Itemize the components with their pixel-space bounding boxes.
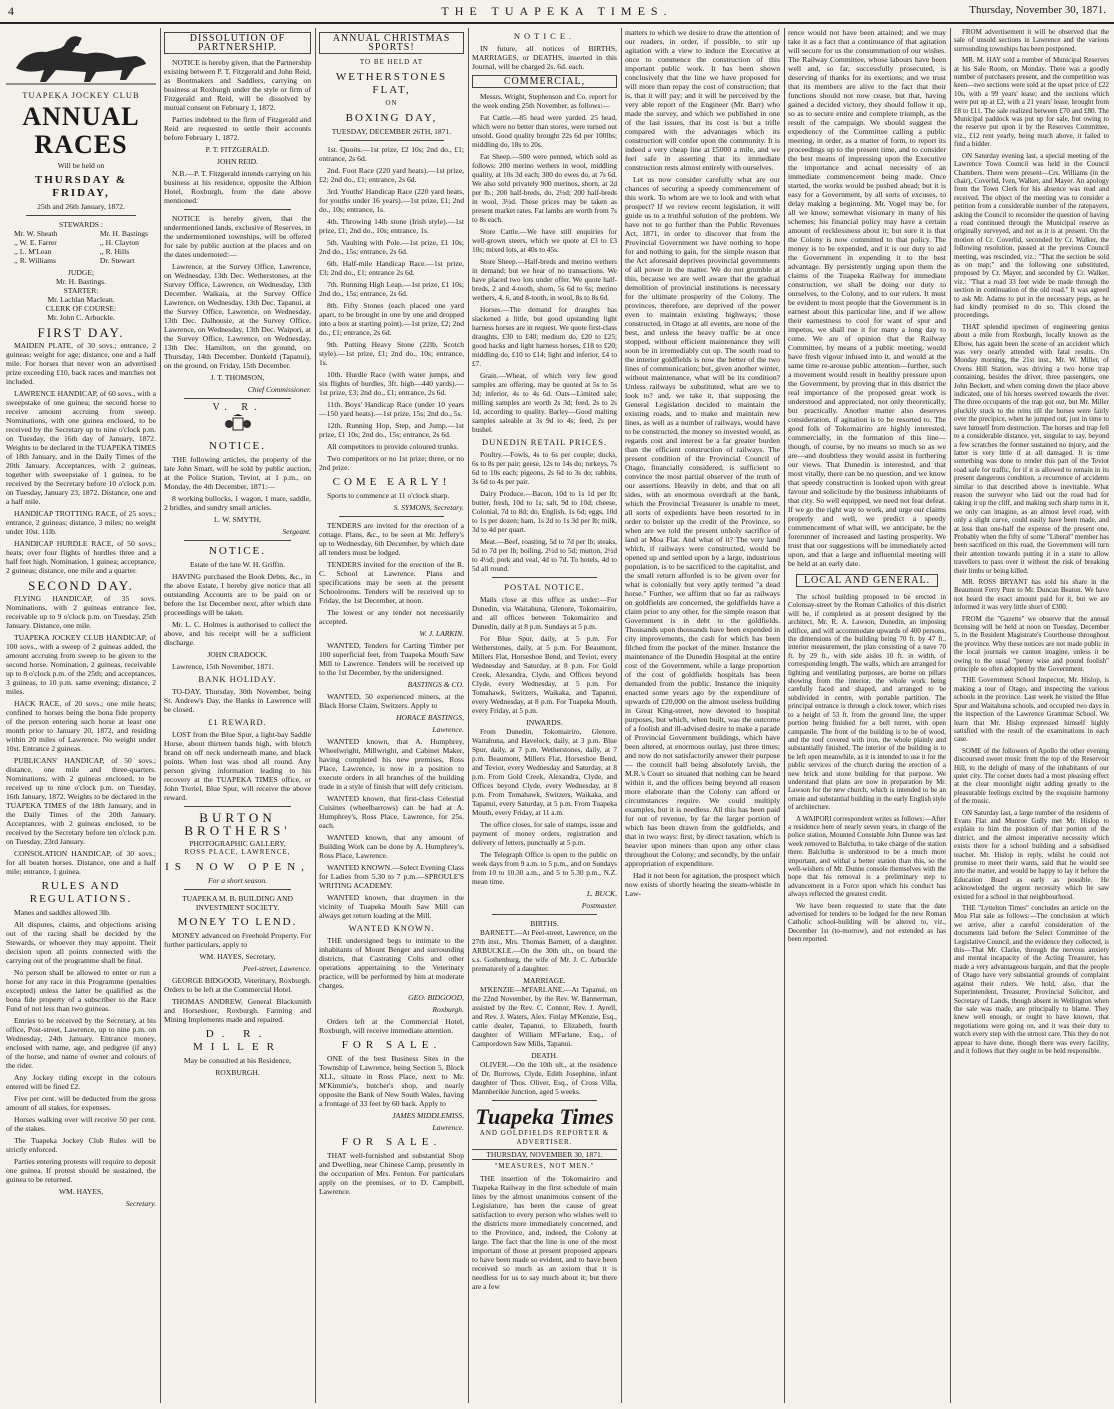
local-item: THE Government School Inspector, Mr. Hislop, is making a tour of Otago, and inspecting the various schools in the province. Last week he visited the Blue Spur and Waitahuna schools, and occupied two days in the inspection of the Lawrence Grammar School. We learn that Mr. Hislop expressed himself highly satisfied with the result of the examinations in each case.	[954, 676, 1109, 744]
signature: JOHN CRADOCK.	[207, 650, 268, 659]
banner-subtitle: AND GOLDFIELDS REPORTER & ADVERTISER.	[479, 1129, 610, 1146]
marriage-text: M'KENZIE—M'FARLANE.—At Tapanui, on the 22nd November, by the Rev. W. Bannerman, assisted by the Rev. C. Connor, Rev. J. Ayrell, and Rev. J. Waters, Alex. Finlay M'Kenzie, Esq., cattle dealer, Tapanui, to Elizabeth, fourth daughter of William M'Farlane, Esq., of Campordown Saw Mills, Tapanui.	[472, 985, 617, 1048]
divider	[26, 215, 136, 216]
signature-address: Peel-street, Lawrence.	[243, 964, 311, 973]
race-item: HANDICAP HURDLE RACE, of 50 sovs.; heats; over four flights of hurdles three and a half feet high. Nomination, 1 guinea; acceptance, 2 guineas; distance, one mile and a quarter.	[6, 539, 156, 575]
first-day-heading: FIRST DAY.	[37, 325, 125, 340]
issue-date: Thursday, November 30, 1871.	[969, 4, 1106, 16]
sports-note: All competitors to provide coloured trunks.	[327, 442, 459, 451]
local-item: MR. ROSS BRYANT has sold his share in the Beaumont Ferry Punt to Mr. Duncan Beaton. We have not heard the exact amount paid for it, but we are informed it was very little short of £300.	[954, 578, 1109, 612]
local-item: ON Saturday evening last, a special meeting of the Lawrence Town Council was held in the Council Chambers. There were present—Crs. Williams (in the chair), Coverlid, Iven, Walker, and Mayer. An apology from the Town Clerk for his absence was read and received. The object of the meeting was to consider a petition from a considerable number of the ratepayers, asking the Council to reconsider the question of having a road continued through the Municipal reserve as originally surveyed, and not as it is at present. On the motion of Cr. Coverlid, seconded by Cr. Walker, the following resolution, passed at the previous Council meeting, was rescinded, viz.: "That the section be sold as on map;" and the following one substituted, proposed by Cr. Mayer, and seconded by Cr. Walker, viz.: "That a road 33 feet wide be made through the section in continuation of the old road." It was agreed to ask Mr. Adams to put in the necessary pegs, as he had kindly promised to do so. This closed the proceedings.	[954, 151, 1109, 320]
event-item: 9th. Putting Heavy Stone (22lb, Scotch style).—1st prize, £1; 2nd do., 10s; entrance, 1s.	[319, 340, 464, 367]
signature: JAMES MIDDLEMISS,	[392, 1111, 464, 1120]
steward: Dr. Stewart	[99, 256, 135, 265]
judge: Mr. H. Bastings.	[56, 277, 106, 286]
column-divider	[621, 28, 622, 1403]
leader-text: rence would not have been attained; and we may take it as a fact that a continuance of that agitation will secure for us the consummation of our wishes. The Railway Committee, whose labours have been well and, so far, successfully prosecuted, is deserving of thanks for its exertions; and we trust that its members are alive to the fact that their functions should not now cease, but that, having gained a decided victory, they should follow it up, so as to secure entire and complete triumph, as the result of the campaign. We should suggest the expediency of the Committee calling a public meeting, in order, as a matter of form, to report its proceedings up to the present time, and to consider the best means of impressing upon the Executive the importance and actual necessity of an immediate commencement being made. Once started, the works would be pushed ahead; but it is easy for a Government, by all sorts of excuses, to delay making a beginning. Mr. Vogel may be, for all we know, somewhat visionary in many of his schemes; his financial policy may have a certain amount of recklessness about it; but sure it is that the Colony is now committed to that policy. The money is to be expended, and it is our duty to aid the Government in expending it to the best advantage. By persistently urging upon them the claims of the Tuapeka Railway for immediate construction, we shall be doing our duty to ourselves, to the Colony, and to our rulers. It must be evident to most people that the Government is in earnest about this particular line, and if we allow their earnestness to cool for want of spur and impetus, we shall rue it for many a long day to come. We are of opinion that the Railway Committee, by means of a public meeting, would have fresh vigour infused into it, and would at the same time re-arouse public attention—further, such a movement would result in healthy pressure upon the Government, by proving that in this district the real importance of the proposed great work is understood and appreciated, not only theoretically, but practically. Another matter also deserves consideration, if agitation is to be resorted to. The good folk of Tokomairiro are highly interested, commercially, in the formation of this line—though, of course, by no means so much so as we are—and doubtless they would assist in furthering our views. That Dunedin is interested, and that most vitally, there can be no question, and we know that speedy construction is looked upon with great favour and solicitude by the business inhabitants of that city. So well equipped, we need not fear defeat. If we go the right way to work, and urge our claims properly and well, we predict a speedy commencement of what will, we anticipate, be the forerunner of increased and lasting prosperity. We trust that our suggestions will be immediately acted upon, and that a large and influential meeting will be held at an early date.	[788, 28, 946, 568]
burton-brothers: BURTON BROTHERS'	[184, 810, 291, 838]
commercial-text: Grain.—Wheat, of which very few good samples are offering, may be quoted at 5s to 5s 3d; inferior, 4s to 4s 6d. Oats—Limited sale; milling samples are worth 2s 3d; feed, 2s to 2s 1d, according to quality. Barley—Good malting samples saleable at 3s 9d to 4s; feed, 2s per bushel.	[472, 371, 617, 434]
commercial-text: Store Sheep.—Half-breds and merino wethers in demand; but we hear of no transactions. We have placed two lots under offer. We quote half-breds, 2 and 4-tooth, shorn, 5s 6d to 6s; merino wethers, 4, 6, and 8-tooth, in wool, 8s to 8s 6d.	[472, 257, 617, 302]
doctor-text: May be consulted at his Residence,	[183, 1056, 292, 1065]
leader-text: Had it not been for agitation, the prospect which now exists of shortly hearing the steam-whistle in Law-	[625, 871, 780, 898]
wanted-advert: THE undersigned begs to intimate to the inhabitants of Mount Benger and surrounding districts, that Castrating Colts and other operations appertaining to the Veterinary practice, will be performed by him at moderate charges.	[319, 936, 464, 990]
clerk: Mr. John C. Arbuckle.	[47, 313, 115, 322]
race-item: TUAPEKA JOCKEY CLUB HANDICAP, of 100 sovs., with a sweep of 2 guineas added, the amount accruing from sweep to be given to the second horse. Nomination, 2 guineas, receivable up to 8 o'clock p.m. of the 25th; and acceptances, 3 guineas, to 10 p.m. same evening; distance, 2 miles.	[6, 633, 156, 696]
event-item: 8th. Fifty Stones (each placed one yard apart, to be brought in one by one and dropped into a box at starting point).—1st prize, £2; 2nd do., £1; entrance, 2s 6d.	[319, 301, 464, 337]
rule-item: No person shall be allowed to enter or run a horse for any race in this Programme (penalties excepted) unless the latter be qualified as the bona fide property of a subscriber to the Race Fund of not less than two guineas.	[6, 968, 156, 1013]
steward: Mr. H. Bastings	[99, 229, 148, 238]
masthead	[0, 0, 1114, 20]
stewards-list	[6, 229, 156, 265]
column-6	[788, 28, 946, 1403]
wanted-advert: WANTED, Tenders for Carting Timber per 100 superficial feet, from Tuapeka Mouth Saw Mill to Lawrence. Tenders will be received up to the 1st December, by the undersigned.	[319, 641, 464, 677]
signature: Lawrence.	[432, 1123, 464, 1132]
steward: ,, W. E. Farrer	[14, 238, 57, 247]
tender-advert: The lowest or any tender not necessarily accepted.	[319, 608, 464, 626]
births-text: BARNETT.—At Peel-street, Lawrence, on the 27th inst., Mrs. Thomas Barnett, of a daughter. ARBUCKLE.—On the 30th ult., on board the s.s. Gothenburg, the wife of Mr. J. C. Arbuckle prematurely of a daughter.	[472, 928, 617, 973]
retail-text: Dairy Produce.—Bacon, 10d to 1s 1d per lb; butter, fresh, 10d to 1s; salt, 9d to 10d; cheese, Colonial, 7d to 8d; do, English, 1s 6d; eggs, 10d to 1s per dozen; ham, 1s 2d to 1s 3d per lb; milk, 3d to 4d per quart.	[472, 489, 617, 534]
short-season: For a short season.	[207, 876, 268, 885]
column-3	[319, 28, 464, 1403]
local-item: FROM the "Gazette" we observe that the annual licensing will be held at noon on Tuesday, December 5, in the Resident Magistrate's Courthouse throughout the province. Why these notices are not made public in the local journals we cannot imagine, unless it be owing to the usual "penny wise and pound foolish" principle so often adopted by the Government.	[954, 614, 1109, 674]
retail-text: Poultry.—Fowls, 4s to 6s per couple; ducks, 6s to 8s per pair; geese, 12s to 14s do; turkeys, 7s 6d to 10s each; pigeons, 2s 6d to 3s do; rabbits, 3s 6d to 4s per pair.	[472, 450, 617, 486]
signature: W. J. LARKIN.	[419, 629, 464, 638]
now-open: IS NOW OPEN,	[165, 861, 310, 873]
divider	[184, 540, 291, 541]
notice-text: THE following articles, the property of the late John Smart, will be sold by public auction, at the Police Station, Teviot, at 1 p.m., on Monday, the 4th December, 1871:—	[164, 455, 311, 491]
rule-item: All disputes, claims, and objections arising out of the racing shall be decided by the Stewards, or whoever they may appoint. Their decision upon all points connected with the carrying out of the programme shall be final.	[6, 920, 156, 965]
rule-item: The Tuapeka Jockey Club Rules will be strictly enforced.	[6, 1136, 156, 1154]
race-item: CONSOLATION HANDICAP, of 30 sovs.; for all beaten horses. Distance, one and a half mile; entrance, 1 guinea.	[6, 849, 156, 876]
marriage-heading: MARRIAGE.	[523, 976, 566, 985]
commercial-heading: COMMERCIAL,	[472, 75, 617, 88]
wanted-advert: Orders left at the Commercial Hotel, Roxburgh, will receive immediate attention.	[319, 1017, 464, 1035]
inwards-heading: INWARDS.	[526, 718, 563, 727]
divider	[184, 398, 291, 399]
event-item: 2nd. Foot Race (220 yard heats).—1st prize, £2; 2nd do., £1; entrance, 2s 6d.	[319, 166, 464, 184]
estate-subtitle: Estate of the late W. H. Griffin.	[190, 560, 285, 569]
bank-holiday-heading: BANK HOLIDAY.	[198, 674, 277, 684]
money-text: MONEY advanced on Freehold Property. For further particulars, apply to	[164, 931, 311, 949]
retail-heading: DUNEDIN RETAIL PRICES.	[481, 437, 608, 447]
judge-heading: JUDGE;	[67, 268, 95, 277]
reward-heading: £1 REWARD.	[208, 717, 267, 727]
event-item: 6th. Half-mile Handicap Race.—1st prize, £3; 2nd do., £1; entrance 2s 6d.	[319, 259, 464, 277]
rule-item: Five per cent. will be deducted from the gross amount of all stakes, for expenses.	[6, 1094, 156, 1112]
starter: Mr. Lachlan Maclean.	[47, 295, 115, 304]
race-item: HACK RACE, of 20 sovs.; one mile heats; confined to horses being the bona fide property of the person entering such horse at least one month prior to January 20, 1872, and residing within 20 miles of Lawrence. No weight under 10st. Entrance 2 guineas.	[6, 699, 156, 753]
come-early: COME EARLY!	[332, 476, 451, 488]
page-number: 4	[8, 4, 17, 18]
signature: Roxburgh.	[432, 1005, 464, 1014]
event-item: 4th. Throwing 14lb stone (Irish style).—1st prize, £1; 2nd do., 10s; entrance, 1s.	[319, 217, 464, 235]
local-item: A WAIPORI correspondent writes as follows:—After a residence here of nearly seven years, in charge of the police station, Mounted Constable John Dunne was last week removed to Balclutha, to take charge of the station there. Balclutha is understood to be a much more important, and withal a better station than this, so the well-wishers of Mr. Dunne console themselves with the hope that his removal is a preliminary step to advancement in a Force upon which his conduct has always reflected the greatest credit.	[788, 814, 946, 899]
sports-start: Sports to commence at 11 o'clock sharp.	[327, 491, 450, 500]
signature: WM. HAYES, Secretary,	[199, 952, 276, 961]
postal-text: The Telegraph Office is open to the public on week days from 9 a.m. to 5 p.m., and on Sundays from 10 to 10.30 a.m., and 5 to 5.30 p.m., N.Z. mean time.	[472, 850, 617, 886]
divider	[492, 577, 597, 578]
estate-text: Mr. L. C. Holmes is authorised to collect the above, and his receipt will be a sufficient discharge.	[164, 620, 311, 647]
column-4	[472, 28, 617, 1403]
sports-date: TUESDAY, DECEMBER 26TH, 1871.	[331, 127, 452, 136]
top-rule	[0, 22, 1114, 24]
steward: ,, L. M'Lean	[14, 247, 52, 256]
rules-heading: RULES AND REGULATIONS.	[29, 880, 133, 905]
motto: "MEASURES, NOT MEN."	[494, 1162, 595, 1170]
divider	[184, 889, 291, 890]
postal-text: From Dunedin, Tokomairiro, Glenore, Waitahuna, and Havelock, daily, at 3 p.m. Blue Spur, daily, at 7 p.m. Wetherstones, daily, at 7 p.m. Beaumont, Millers Flat, Horseshoe Bend, and Teviot, every Wednesday and Saturday, at 8 p.m. From Gold Creek, Alexandra, Clyde, and Offices beyond Clyde, every Wednesday, at 8 p.m. From Tomahawk, Switzers, Waikaka, and Tapanui, every Saturday, at 5 p.m. From Tuapeka Mouth, every Friday, at 11 a.m.	[472, 727, 617, 817]
rule-item: Horses walking over will receive 50 per cent. of the stakes.	[6, 1115, 156, 1133]
race-days: THURSDAY & FRIDAY,	[34, 174, 128, 199]
notice-heading: NOTICE.	[208, 545, 267, 557]
building-society: TUAPEKA M. B. BUILDING AND INVESTMENT SOCIETY.	[182, 894, 293, 912]
postal-text: Mails close at this office as under:—For Dunedin, via Waitahuna, Glenore, Tokomairiro, and all offices between Tokomairiro and Dunedin, daily at 8 p.m. Sundays at 5 p.m.	[472, 595, 617, 631]
retail-text: Meat.—Beef, roasting, 5d to 7d per lb; steaks, 5d to 7d per lb; boiling, 2½d to 5d; mutton, 2½d to 4½d; pork and veal, 4d to 7d. To hotels, 4d to 5d all round.	[472, 537, 617, 573]
divider	[184, 209, 291, 210]
commercial-text: Horses.—The demand for draughts has slackened a little, but good upstanding light harness horses are in request. We quote first-class draughts, £30 to £40; medium do, £20 to £25; good hacks and light harness horses, £18 to £20; middling do, £10 to £14; light and inferior, £4 to £7.	[472, 305, 617, 368]
signature: HORACE BASTINGS,	[396, 713, 464, 722]
divider	[492, 914, 597, 915]
royal-crest-icon	[224, 414, 252, 436]
rule-item: Parties entering protests will require to deposit one guinea. If protest should be sustained, the guinea to be returned.	[6, 1157, 156, 1184]
event-item: 11th. Boys' Handicap Race (under 10 years—150 yard heats).—1st prize, 15s; 2nd do., 5s.	[319, 400, 464, 418]
local-item: THE "Lyttelton Times" concludes an article on the Moa Flat sale as follows:—The conclusion at which we arrive, after a careful consideration of the documents laid before the Select Committee of the Legislative Council, and the evidence they collected, is this—That Mr. Clarke, through the nervous anxiety and mental incapacity of the Acting Treasurer, has made a very advantageous bargain, and that the people of Otago have very substantial grounds of complaint against their rulers. We hold, also, that the Superintendent, Treasurer, Provincial Solicitor, and Secretary of Lands, though absent in Wellington when the sale was made, are principally to blame. They knew well enough, or ought to have known, that negotiations were going on, and it was their duty to watch every step with the utmost care. This they do not appear to have done, though there was every facility, and it follows that they ought to be held responsible.	[954, 904, 1109, 1055]
event-item: 1st. Quoits.—1st prize, £2 10s; 2nd do., £1; entrance, 2s 6d.	[319, 145, 464, 163]
royal-cypher: V. R.	[212, 402, 263, 413]
on: ON	[385, 99, 398, 107]
rule-item: Entries to be received by the Secretary, at his office, Post-street, Lawrence, up to nine p.m. on Wednesday, 24th January. Entrance money, enclosed with name, age, and pedigree (if any) of the horse, and name of owner and colours of the rider.	[6, 1016, 156, 1070]
commercial-text: Messrs. Wright, Stephenson and Co. report for the week ending 25th November, as follows:—	[472, 92, 617, 110]
column-2	[164, 28, 311, 1403]
leader-text: THE insertion of the Tokomairiro and Tuapeka Railway in the first schedule of main lines by the almost unanimous consent of the Legislature, has been the cause of great satisfaction to every person who wishes well to the districts more immediately concerned, and to the Province, and, indeed, the Colony at large. The fact that the line is one of the most important of those at present proposed appears to have been made so evident, and to have been received so much as an axiom that it is needless for us to say much about it; but there are a few	[472, 1174, 617, 1291]
column-7	[954, 28, 1109, 1403]
to-be-held: TO BE HELD AT	[359, 58, 424, 66]
annual-races-heading: ANNUAL RACES	[22, 102, 140, 159]
local-item: MR. M. HAY sold a number of Municipal Reserves at his Sale Room, on Monday. There was a goodly number of purchasers present, and the competition was keen—two sections were sold at the upset price of £22 10s, with a 99 years' lease; and the sections which were put up at £2, with a 21 years' lease, brought from £8 to £11. The sale realized between £70 and £80. The Municipal paddock was put up for sale, but owing to the reserve put upon it by the Reserves Committee, viz., £12 rent yearly, being much above, it failed to find a bidder.	[954, 56, 1109, 149]
event-item: 12th. Running Hop, Step, and Jump.—1st prize, £1 10s; 2nd do., 15s; entrance, 2s 6d.	[319, 421, 464, 439]
event-item: 3rd. Youths' Handicap Race (220 yard heats, for youths under 16 years).—1st prize, £1; 2nd do., 10s; entrance, 1s.	[319, 187, 464, 214]
wanted-advert: WANTED known, that draymen in the vicinity of Tuapeka Mouth Saw Mill can always get return loading at the Mill.	[319, 893, 464, 920]
leader-text: matters to which we desire to draw the attention of our readers, in order, if possible, to stir up agitation with a view to induce the Executive at once to commence the construction of this important public work. It has been shown conclusively that the line we have proposed for will more than repay the cost of construction; that is, that it will pay; and it will be perceived by the very able report of the Engineer (Mr. Barr) who made the survey, and which we published in one of the last issues, that its cost is but a trifle compared with the advantages which its construction will confer upon the community. It is indeed a very cheap line at £5000 a mile, and we feel safe in asserting that its immediate construction rests almost entirely with ourselves.	[625, 28, 780, 172]
dissolution-nb: N.B.—P. T. Fitzgerald intends carrying on his business at his residence, opposite the Albion Hotel, Roxburgh, from the date above mentioned.	[164, 169, 311, 205]
notice-text: 8 working bullocks, 1 wagon, 1 mare, saddle, 2 bridles, and sundry small articles.	[164, 494, 311, 512]
local-item: SOME of the followers of Apollo the other evening discoursed sweet music from the top of the Reservoir Hill, to the delight of many of the inhabitants of our quiet city. The cornet duets had a most pleasing effect at the clear moonlight night adding greatly to the pleasurable feelings excited by the exquisite harmony of the music.	[954, 746, 1109, 806]
held-on: Will be held on	[57, 161, 105, 170]
divider	[184, 806, 291, 807]
signature: GEO. BIDGOOD,	[408, 993, 464, 1002]
banner-date: THURSDAY, NOVEMBER 30, 1871.	[472, 1149, 617, 1160]
dissolution-text: NOTICE is hereby given, that the Partnership existing between P. T. Fitzgerald and John Reid, as Bootmakers and Saddlers, carrying on business at Roxburgh under the style or firm of Fitzgerald and Reid, will be dissolved by mutual consent on February 1, 1872.	[164, 58, 311, 112]
blacksmith-advert: THOMAS ANDREW, General Blacksmith and Horseshoer, Roxburgh. Farming and Mining Implements made and repaired.	[164, 997, 311, 1024]
wanted-advert: WANTED known, that A. Humphrey, Wheelwright, Millwright, and Cabinet Maker, having completed his new premises, Ross Place, Lawrence, is now in a position to execute orders in all branches of the building trade in a style of finish that will defy criticism.	[319, 737, 464, 791]
commercial-text: Fat Sheep.—500 were penned, which sold as follows: 200 merino wethers in wool, middling quality, at 10s 3d each; 300 do ewes do, at 7s 6d. We also sold privately 900 merinos, shorn, at 2d per lb.; 200 half-breds, do, 2½d; 200 half-breds in wool, 3¼d. These prices may be taken as present market rates. Fat lambs are worth from 7s to 8s each.	[472, 152, 617, 224]
stewards-heading: STEWARDS :	[58, 220, 104, 229]
signature-title: Sergeant.	[282, 527, 311, 536]
column-5	[625, 28, 780, 1403]
secretary-title: Secretary.	[125, 1199, 156, 1208]
race-item: FLYING HANDICAP, of 35 sovs. Nominations, with 2 guineas entrance fee, receivable up to 9 o'clock p.m. on Tuesday, 25th January. Distance, one mile.	[6, 594, 156, 630]
column-divider	[784, 28, 785, 1403]
estate-text: HAVING purchased the Book Debts, &c., in the above Estate, I hereby give notice that all outstanding Accounts are to be paid on or before the 1st December next, after which date proceedings will be taken.	[164, 572, 311, 617]
doctor-place: ROXBURGH.	[215, 1068, 260, 1077]
wanted-advert: WANTED known, that any amount of Building Work can be done by A. Humphrey's, Ross Place, Lawrence.	[319, 833, 464, 860]
postal-heading: POSTAL NOTICE.	[504, 582, 585, 592]
signature: S. SYMONS, Secretary.	[393, 503, 464, 512]
column-divider	[950, 28, 951, 1403]
wanted-advert: WANTED, 50 experienced miners, at the Black Horse Claim, Switzers. Apply to	[319, 692, 464, 710]
local-item: FROM advertisement it will be observed that the sale of unsold sections in Lawrence and the various surrounding townships has been postponed.	[954, 28, 1109, 53]
sale-advert: THAT well-furnished and substantial Shop and Dwelling, near Chinese Camp, presently in the occupation of Mrs. Fenton. For particulars apply on the premises, or to D. Campbell, Lawrence.	[319, 1151, 464, 1196]
estate-date: Lawrence, 15th November, 1871.	[172, 662, 274, 671]
signature: Lawrence.	[432, 725, 464, 734]
signature: L. BUCK,	[586, 889, 617, 898]
signature: JOHN REID.	[217, 157, 258, 166]
tuapeka-times-banner: Tuapeka Times	[475, 1104, 614, 1129]
doctor-name: D. R. MILLER	[193, 1028, 282, 1053]
wanted-advert: WANTED KNOWN.—Select Evening Class for Ladies from 5.30 to 7 p.m.—SPROULE'S WRITING ACADEMY.	[319, 863, 464, 890]
local-item: ON Saturday last, a large number of the residents of Evans Flat and Munroe Gully met Mr. Hislop to explain to him the position of that portion of the district, and the almost imperative necessity which exists there for a school building and a subsidised teacher. Mr. Hislop in reply, whilst he could not promise to meet their wants, said that he would see into the matter, and would be happy to lay it before the Education Board as early as possible. He acknowledged the urgent necessity which he saw existed for a school in that neighbourhood.	[954, 808, 1109, 901]
local-item: The school building proposed to be erected in Colonsay-street by the Roman Catholics of this district will be, if completed as at present designed by the architect, Mr. R. A. Lawson, Dunedin, an imposing edifice, and will accommodate upwards of 400 persons, the dimensions of the building being 70 ft. by 47 ft., interior measurement, the plan consisting of a nave 70 ft. by 29 ft., with side aisles 10 ft. in width, of corresponding length. The walls, which are arranged for lighting and ventilating purposes, are borne on pillars showing from the interior, the whole work being carefully faced and shaped, and arranged to be subdivided in centre, with portable partition. The principal entrance is through a clock tower, which rises to a height of 53 ft. from the ground line, the upper portion being finished for a bell turret, with open campanile. The front of the building is to be of wood, and the roof covered with iron, the whole plainly and substantially finished. The interior of the building is to be left open meanwhile, as it is intended to use it for the public services of the church during the erection of a new brick and stone building for that purpose. We understand that plans are now in preparation by Mr. Lawson for the new church, which is intended to be an ornate and substantial building in the early English style of architecture.	[788, 593, 946, 812]
land-sale-notice: NOTICE is hereby given, that the undermentioned lands, exclusive of Reserves, in the undermentioned townships, will be offered for sale by public auction at the places and on the dates undernoted:—	[164, 214, 311, 259]
clerk-heading: CLERK OF COURSE:	[45, 304, 117, 313]
divider	[492, 1100, 597, 1101]
column-1	[6, 28, 156, 1403]
steward: Mr. W. Sheath	[14, 229, 58, 238]
column-divider	[160, 28, 161, 1403]
signature-title: Chief Commissioner.	[247, 385, 311, 394]
dissolution-text: Parties indebted to the firm of Fitzgerald and Reid are requested to settle their accounts before February 1, 1872.	[164, 115, 311, 142]
postal-text: For Blue Spur, daily, at 5 p.m. For Wetherstones, daily, at 5 p.m. For Beaumont, Millers Flat, Horseshoe Bend, and Teviot, every Wednesday and Saturday, at 8 p.m. For Gold Creek, Alexandra, Clyde, and Offices beyond Clyde, every Wednesday, at 5 p.m. For Tomahawk, Switzers, Waikaka, and Tapanui, every Wednesday, at 8 p.m. For Tuapeka Mouth, every Friday, at 5 p.m.	[472, 634, 617, 715]
starter-heading: STARTER:	[63, 286, 99, 295]
local-general-heading: LOCAL AND GENERAL.	[796, 574, 938, 587]
racehorse-engraving-icon	[6, 28, 156, 86]
gallery-title: PHOTOGRAPHIC GALLERY,	[189, 839, 286, 848]
reward-text: LOST from the Blue Spur, a light-bay Saddle Horse, about thirteen hands high, with blotch brand on off neck underneath mane, and black points. When lost was shod all round. Any person giving information leading to his recovery at the TUAPEKA TIMES office, or John Treriel, Blue Spur, will receive the above reward.	[164, 730, 311, 802]
event-item: 5th. Vaulting with Pole.—1st prize, £1 10s; 2nd do., 15s; entrance, 2s 6d.	[319, 238, 464, 256]
bank-holiday-text: TO-DAY, Thursday, 30th November, being St. Andrew's Day, the Banks in Lawrence will be closed.	[164, 687, 311, 714]
death-heading: DEATH.	[531, 1051, 558, 1060]
race-item: LAWRENCE HANDICAP, of 60 sovs., with a sweepstake of one guinea; the second horse to receive amount accruing from sweep. Nominations, with one guinea enclosed, to be received by the Secretary up to nine o'clock p.m. on Tuesday, the 16th day of January, 1872. Weights to be declared in the TUAPEKA TIMES of 18th January, and in the Daily Times of the 20th January. Acceptances, with 2 guineas, together with sweepstake of 1 guinea, to be received by the Secretary before 10 o'clock p.m. on Tuesday, January 23, 1872. Distance, one and a half mile.	[6, 389, 156, 506]
local-item: We have been requested to state that the date advertised for tenders to be lodged for the new Roman Catholic school-building will be altered to, viz., December 1st (to-morrow), and not extended as has been reported.	[788, 901, 946, 944]
gallery-address: ROSS PLACE, LAWRENCE,	[184, 848, 291, 856]
secretary-signature: WM. HAYES,	[58, 1187, 104, 1196]
club-name: TUAPEKA JOCKEY CLUB	[22, 90, 140, 100]
postal-text: The office closes, for sale of stamps, issue and payment of money orders, registration and delivery of letters, punctually at 5 p.m.	[472, 820, 617, 847]
race-item: PUBLICANS' HANDICAP, of 50 sovs.; distance, one mile and three-quarters. Nominations, with 2 guineas enclosed, to be received up to nine o'clock p.m. on Tuesday, 16th January, 1872. Weights to be declared in the TUAPEKA TIMES of the 18th January, and in the Daily Times of the 20th January. Acceptances, with 2 guineas enclosed, to be received by the Secretary before ten o'clock p.m. on Tuesday, 23rd January.	[6, 756, 156, 846]
event-item: 10th. Hurdle Race (with water jumps, and six flights of hurdles, 3ft. high—440 yards).—1st prize, £3; 2nd do., £1; entrance, 2s 6d.	[319, 370, 464, 397]
notice-text: IN future, all notices of BIRTHS, MARRIAGES, or DEATHS, inserted in this Journal, will be charged 2s. 6d. each.	[472, 44, 617, 71]
column-divider	[315, 28, 316, 1403]
signature: L. W. SMYTH,	[213, 515, 262, 524]
money-to-lend: MONEY TO LEND.	[177, 916, 298, 928]
rule-item: Any Jockey riding except in the colours entered will be fined £2.	[6, 1073, 156, 1091]
notice-heading: NOTICE.	[208, 440, 267, 452]
boxing-day: BOXING DAY,	[345, 112, 438, 124]
divider	[339, 516, 444, 517]
wanted-known-heading: WANTED KNOWN.	[348, 923, 435, 933]
tender-advert: TENDERS invited for the erection of the R. C. School at Lawrence. Plans and specifications may be seen at the present Schoolrooms. Tenders will be received up to Friday, the 1st December, at noon.	[319, 560, 464, 605]
for-sale-heading: FOR SALE.	[341, 1039, 442, 1051]
signature: J. T. THOMSON,	[210, 373, 265, 382]
dissolution-heading: DISSOLUTION OF PARTNERSHIP.	[164, 32, 311, 54]
leader-text: Let us now consider carefully what are our chances of securing a speedy commencement of this work. To whom are we to look and with what prospect? If we review recent legislation, it will guide us to a truthful solution of the problem. We have not to go further than the Public Revenues Act, 1871, in order to discover that from the Provincial Government we have nothing to hope for and nothing to gain, for the simple reason that the Act aforesaid deprives provincial governments of all power in the matter. We do not grumble at this, because we are well aware that the gradual demolition of provincial institutions is necessary for the ultimate prosperity of the Colony. The provinces, therefore, are deprived of the power even to maintain existing highways; those constructed, in Otago at all events, are none of the best, and unless the heavy traffic be at once stopped, without efficient maintenance they will soon be in irremediably cut up. The south road to the interior goldfields is now the better of the two lines of communication; but, given another winter, without maintenance, what will be its condition? Unless railways be substituted, what are we to look to? and, we take it, that supposing the General Legislation decided to maintain the existing roads, and to make and maintain new lines, as well as a number of railways, would have to be constructed, the money so invested would, as regards cost and interest be a far greater burden than the efficient construction of railways. The present condition of the Provincial Council of Otago, financially considered, is sufficient to convince the most partial observer of the truth of our assertions. Heavily in debt, and that on all sides, with an enormous overdraft at the bank, which the Provincial Treasurer is unable to meet, all sorts of expedients have been resorted to in order to bolster up the credit of the Province, so when are we told the present unholy sacrifice of land at Moa Flat. And what of it? The very land which, if railways were constructed, would be opened up and settled upon by a large, industrious population, is to be sacrificed to the capitalist, and the small return afforded is to be given over for what is colonially but very aptly termed "a dead horse." Further, we affirm that so far as railways on goldfields are concerned, the goldfields have a claim prior to any other, for the simple reason that Government is in debt to the goldfields. Thousands upon thousands have been expended in city improvements, the cash for which has been filched from the pocket of the miner. Instance the maintenance of the Dunedin Hospital at the entire cost of the Government, while a large proportion of the cost of goldfields hospitals has been demanded from the public. Instance the iniquity enacted some years ago by the expenditure of upwards of £20,000 on the almost useless building in Great King-street, now devoted to hospital purposes, but which, when built, was the outcome of a foolish and ill-advised desire to make a parade of Provincial Government buildings, which have been altered, at enormous outlay, just three times; and now do not satisfactorily answer their purpose — the council hall being absolutely lavish, the M.R.'s Court so situated that nothing can be heard within it, and the offices being beyond all reason more elaborate than the Colony can afford or circumstances require. We could multiply examples, but it is needless. All this has been paid for out of revenue, by far the larger portion of which has been drawn from the goldfields, and that in two ways: first, by direct taxation, which is heavier upon miners than upon any other class throughout the Colony; and secondly, by the unfair appropriation of expenditure.	[625, 175, 780, 868]
tender-advert: TENDERS are invited for the erection of a cottage. Plans, &c., to be seen at Mr. Jeffery's up to Wednesday, 6th December, by which date all tenders must be lodged.	[319, 521, 464, 557]
wanted-advert: WANTED known, that first-class Celestial Cuisines (wheelbarrows) can be had at A. Humphrey's, Ross Place, Lawrence, for 25s. each.	[319, 794, 464, 830]
event-item: 7th. Running High Leap.—1st prize, £1 10s; 2nd do., 15s; entrance, 2s 6d.	[319, 280, 464, 298]
local-item: THAT splendid specimen of engineering genius about a mile from Roxburgh, locally known as the Elbow, has again been the scene of an accident which was very nearly attended with fatal results. On Monday morning, the 21st inst., Mr. W. Miller, of Ovens Hill Station, was driving a two horse trap containing, besides the driver, three passengers, one John Beckett, and when coming down the place above indicated, one of his horses swerved towards the river. The three occupants of the trap got out, but Mr. Miller pluckily stuck to the reins till the horses were fairly over the precipice, when he jumped out, just in time to save himself from destruction. The horses and trap fell to a considerable distance, yet, singular to say, beyond a few scratches the former sustained no injury, and the latter is very little if at all damaged. It is time something was done to render this part of the Teviot road safe for traffic, for if it is allowed to remain in its present dangerous condition, a recurrence of accidents similar to that described above is inevitable. What reason the surveyor who laid out the road had for taking it up the cliff, and making such sharp turns in it, we only can imagine, as an almost level road, with only a slight curve, could easily have been made, and at less than one-half the expense of the present one. Probably when the fifty of some "Liberal" member has been sacrificed on this road, the Government will turn their attention towards putting it in a state to allow travellers to pass over it without the risk of breaking their limbs or being killed.	[954, 322, 1109, 575]
sports-place: WETHERSTONES FLAT,	[335, 71, 448, 96]
rule-item: Manes and saddles allowed 3lb.	[14, 908, 111, 917]
steward: ,, R. Hills	[99, 247, 130, 256]
signature: P. T. FITZGERALD.	[205, 145, 270, 154]
newspaper-title: THE TUAPEKA TIMES.	[441, 4, 673, 18]
sale-advert: ONE of the best Business Sites in the Township of Lawrence, being Section 5, Block XLI., situate in Ross Place, next to Mr. M'Kimmie's, butcher's shop, and nearly opposite the Bank of New South Wales, having a frontage of 33 feet by 60 back. Apply to	[319, 1054, 464, 1108]
sports-heading: ANNUAL CHRISTMAS SPORTS!	[319, 32, 464, 54]
commercial-text: Store Cattle.—We have still enquiries for well-grown steers, which we quote at £3 to £3 10s; mixed lots, at 40s to 45s.	[472, 227, 617, 254]
steward: ,, H. Clayton	[99, 238, 139, 247]
land-sale-list: Lawrence, at the Survey Office, Lawrence, on Wednesday, 13th Dec. Wetherstones, at the Survey Office, Lawrence, on Wednesday, 13th December. Waikaia, at the Survey Office Lawrence, on Wednesday, 13th Dec. Tapanui, at the Survey Office, Lawrence, on Wednesday, 13th Dec. Dalhousie, at the Survey Office, Lawrence, on Wednesday, 13th Dec. Waipori, at the Survey Office, Lawrence, on Wednesday, 13th Dec. Hamilton, on the ground, on Thursday, 14th December. Dunkeld (Tapanui), on the ground, on Friday, 15th December.	[164, 262, 311, 370]
commercial-text: Fat Cattle.—85 head were yarded. 25 head, which were no better than stores, were turned out unsold. Good quality brought 22s 6d per 100lbs; middling do, 18s to 20s.	[472, 113, 617, 149]
column-divider	[468, 28, 469, 1403]
race-dates: 25th and 26th January, 1872.	[37, 202, 125, 211]
race-item: MAIDEN PLATE, of 30 sovs.; entrance, 2 guineas; weight for age; distance, one and a half mile. For horses that never won an advertised prize exceeding £10, back races and matches not included.	[6, 341, 156, 386]
signature-title: Postmaster.	[581, 901, 617, 910]
for-sale-heading: FOR SALE.	[341, 1136, 442, 1148]
vet-advert: GEORGE BIDGOOD, Veterinary, Roxburgh. Orders to be left at the Commercial Hotel.	[164, 976, 311, 994]
divider	[339, 140, 444, 141]
sports-note: Two competitors or no 1st prize; three, or no 2nd prize.	[319, 454, 464, 472]
births-heading: BIRTHS.	[530, 919, 559, 928]
race-item: HANDICAP TROTTING RACE, of 25 sovs.; entrance, 2 guineas; distance, 3 miles; no weight under 10st. 11lb.	[6, 509, 156, 536]
second-day-heading: SECOND DAY.	[28, 578, 134, 593]
notice-heading: NOTICE.	[513, 31, 576, 41]
steward: ,, R. Williams	[14, 256, 56, 265]
death-text: OLIVER.—On the 10th ult., at the residence of Dr. Burrows, Clyde, Edith Josephine, infant daughter of Thos. Oliver, Esq., of Cross Villa, Mannherikie Junction, aged 5 weeks.	[472, 1060, 617, 1096]
signature: BASTINGS & CO.	[407, 680, 464, 689]
